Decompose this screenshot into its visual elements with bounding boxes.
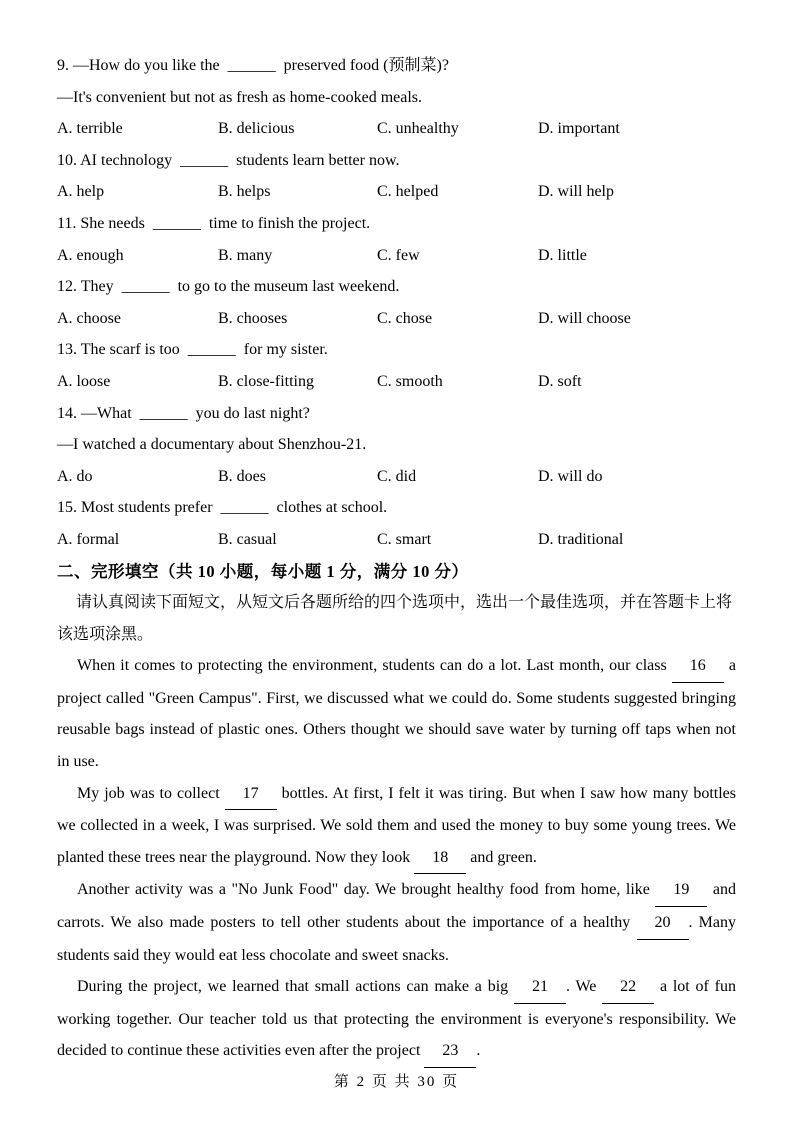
numbered-blank-21: 21: [514, 971, 566, 1004]
question-10-option-c: C. helped: [377, 183, 439, 201]
question-10-stem-1: 10. AI technology ______ students learn better now.: [57, 151, 400, 169]
numbered-blank-20: 20: [637, 907, 689, 940]
question-12-options-row: [57, 303, 736, 335]
passage-paragraph: During the project, we learned that small actions can make a big 21 . We 22 a lot of fun working together. Our teacher told us that protecting the environment is everyone's responsibility. We decided to continue these activities even after the project 23 .: [57, 971, 736, 1068]
question-9-stem-2: —It's convenient but not as fresh as home-cooked meals.: [57, 88, 423, 106]
question-12-option-d: D. will choose: [538, 309, 631, 327]
numbered-blank-18: 18: [414, 842, 466, 875]
passage-paragraph: Another activity was a "No Junk Food" day. We brought healthy food from home, like 19 and carrots. We also made posters to tell other students about the importance of a healthy 20 . Many students said they would eat less chocolate and sweet snacks.: [57, 874, 736, 971]
question-14-option-d: D. will do: [538, 467, 603, 485]
question-14-options-row: [57, 461, 736, 493]
question-9-option-a: A. terrible: [57, 120, 123, 138]
question-9-stem-1: 9. —How do you like the ______ preserved food (预制菜)?: [57, 57, 449, 74]
passage-paragraph: When it comes to protecting the environment, students can do a lot. Last month, our class 16 a project called "Green Campus". First, we discussed what we could do. Some students suggested bringing reusable bags instead of plastic ones. Others thought we should save water by turning off taps when not in use.: [57, 650, 736, 777]
question-11-stem-1: 11. She needs ______ time to finish the project.: [57, 214, 371, 232]
question-14-stem-2: —I watched a documentary about Shenzhou-21.: [57, 436, 367, 454]
question-9-options-row: [57, 113, 736, 145]
question-10-option-a: A. help: [57, 183, 105, 201]
question-12-option-c: C. chose: [377, 309, 433, 327]
question-15-stem-1: 15. Most students prefer ______ clothes at school.: [57, 499, 388, 517]
question-11-option-c: C. few: [377, 246, 420, 264]
question-14-stem-1: 14. —What ______ you do last night?: [57, 404, 310, 422]
question-11-option-a: A. enough: [57, 246, 124, 264]
question-13-option-a: A. loose: [57, 372, 111, 390]
question-12-option-b: B. chooses: [218, 309, 288, 327]
question-13-option-c: C. smooth: [377, 372, 443, 390]
question-14-option-c: C. did: [377, 467, 417, 485]
question-14-option-b: B. does: [218, 467, 266, 485]
question-9-option-b: B. delicious: [218, 120, 295, 138]
question-12-option-a: A. choose: [57, 309, 121, 327]
question-10-option-b: B. helps: [218, 183, 271, 201]
question-15-option-a: A. formal: [57, 530, 120, 548]
cloze-passage: [57, 650, 736, 1068]
section-2-instruction-line-2: 该选项涂黑。: [57, 625, 154, 643]
question-11-options-row: [57, 240, 736, 272]
question-9-option-d: D. important: [538, 120, 620, 138]
section-2-instruction-line-1: 请认真阅读下面短文，从短文后各题所给的四个选项中，选出一个最佳选项，并在答题卡上将: [76, 594, 733, 612]
question-13-stem-1: 13. The scarf is too ______ for my sister.: [57, 341, 328, 359]
question-13-option-b: B. close-fitting: [218, 372, 314, 390]
numbered-blank-17: 17: [225, 778, 277, 811]
numbered-blank-16: 16: [672, 650, 724, 683]
question-15-options-row: [57, 524, 736, 556]
question-15-option-d: D. traditional: [538, 530, 624, 548]
question-11-option-b: B. many: [218, 246, 273, 264]
question-11-option-d: D. little: [538, 246, 587, 264]
section-2-header: 二、完形填空（共 10 小题，每小题 1 分，满分 10 分）: [57, 561, 469, 581]
question-9-option-c: C. unhealthy: [377, 120, 459, 138]
questions-section: [57, 50, 736, 556]
numbered-blank-23: 23: [424, 1035, 476, 1068]
question-10-option-d: D. will help: [538, 183, 614, 201]
question-15-option-b: B. casual: [218, 530, 277, 548]
question-13-option-d: D. soft: [538, 372, 582, 390]
question-13-options-row: [57, 366, 736, 398]
question-15-option-c: C. smart: [377, 530, 432, 548]
page-number-footer: 第 2 页 共 30 页: [333, 1074, 460, 1090]
passage-paragraph: My job was to collect 17 bottles. At first, I felt it was tiring. But when I saw how many bottles we collected in a week, I was surprised. We sold them and used the money to buy some young trees. We planted these trees near the playground. Now they look 18 and green.: [57, 778, 736, 875]
numbered-blank-19: 19: [655, 874, 707, 907]
numbered-blank-22: 22: [602, 971, 654, 1004]
question-12-stem-1: 12. They ______ to go to the museum last weekend.: [57, 278, 400, 296]
question-14-option-a: A. do: [57, 467, 93, 485]
question-10-options-row: [57, 176, 736, 208]
